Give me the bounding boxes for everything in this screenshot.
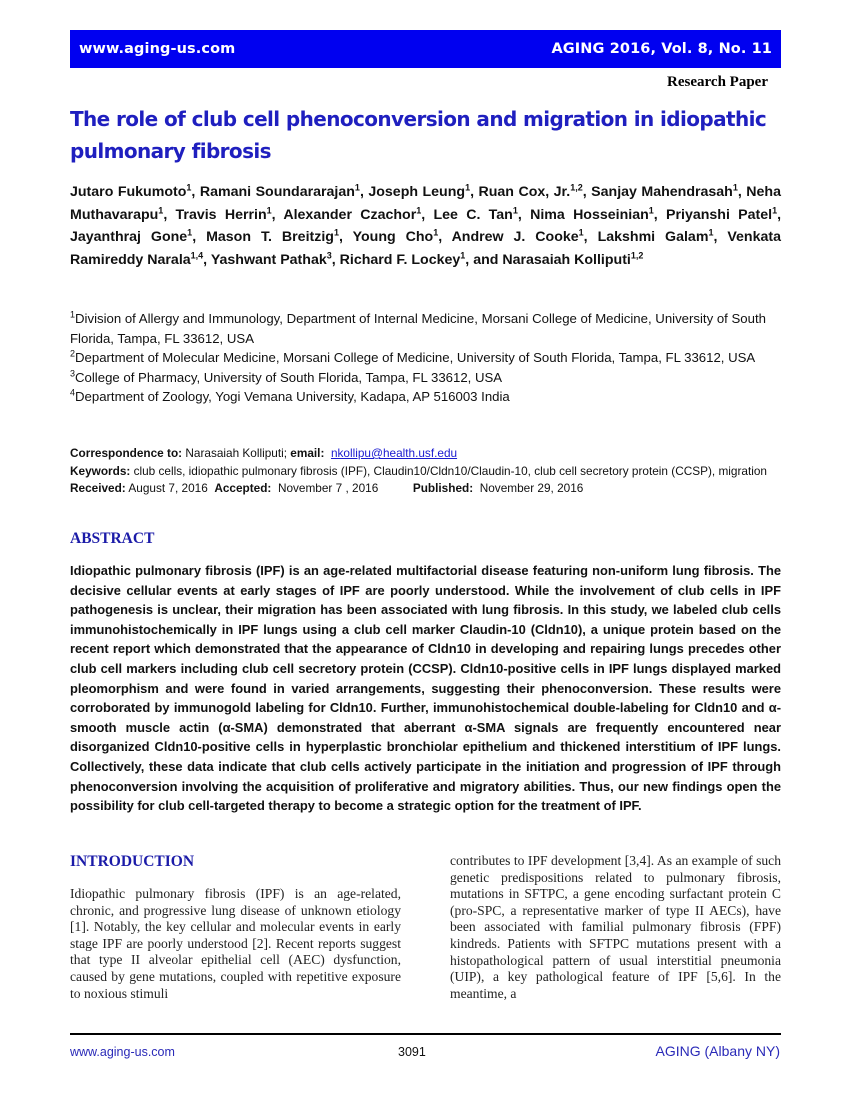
affiliation-marker: 3 [326, 250, 332, 261]
published-date: November 29, 2016 [479, 481, 584, 495]
author-name: Richard F. Lockey$^1$ [339, 250, 466, 268]
banner-site-url[interactable]: www.aging-us.com [79, 41, 236, 57]
paper-title: The role of club cell phenoconversion and migration in idiopathic pulmonary fibrosis [70, 107, 767, 163]
affiliation-marker: 1 [354, 182, 360, 193]
affiliation-marker: 1 [333, 227, 339, 238]
affiliation-marker: 1,4 [190, 250, 204, 261]
received-date: August 7, 2016 [128, 481, 208, 495]
abstract-heading: ABSTRACT [70, 530, 155, 547]
author-name: Young Cho$^1$ [352, 227, 439, 246]
affiliation-marker: 1 [433, 227, 439, 238]
keywords-label: Keywords: [70, 463, 131, 478]
correspondence-line [70, 445, 781, 463]
author-name: Venkata Ramireddy Narala$^{1,4}$ [70, 229, 781, 268]
correspondence-label: Correspondence to: [70, 446, 183, 460]
page-number: 3091 [398, 1045, 426, 1059]
author-name: Mason T. Breitzig$^1$ [206, 227, 339, 246]
footer-site-url[interactable]: www.aging-us.com [70, 1045, 175, 1059]
affiliation-marker: 1,2 [630, 250, 644, 261]
email-link[interactable]: nkollipu@health.usf.edu [330, 446, 458, 460]
affiliation-marker: 1 [578, 227, 584, 238]
author-name: Jutaro Fukumoto$^1$ [70, 182, 192, 200]
author-name: Narasaiah Kolliputi$^{1,2}$ [502, 250, 644, 268]
affiliation-marker: 1 [158, 204, 164, 215]
affiliation-marker: 1 [465, 182, 471, 193]
journal-banner [70, 30, 781, 68]
correspondence-name: Narasaiah Kolliputi; [185, 446, 288, 460]
affiliation-marker: 1 [460, 250, 466, 261]
author-name: Lee C. Tan$^1$ [433, 204, 518, 223]
accepted-label: Accepted: [214, 481, 272, 495]
article-meta [70, 445, 781, 498]
author-name: Priyanshi Patel$^1$ [666, 204, 778, 223]
affiliation-item: $^4$Department of Zoology, Yogi Vemana University, Kadapa, AP 516003 India [70, 387, 510, 405]
intro-left-column: Idiopathic pulmonary fibrosis (IPF) is an age-related, chronic, and progressive lung disease of unknown etiology [1]. Notably, the key cellular and molecular events in early stage IPF are poorly understood [2]. Recent reports suggest that type II alveolar epithelial cell (AEC) dysfunction, caused by gene mutations, coupled with repetitive exposure to noxious stimuli [70, 886, 401, 1001]
affiliation-marker: 1 [708, 227, 714, 238]
affiliations [70, 309, 784, 407]
affiliation-number: 4 [70, 387, 76, 398]
affiliation-item: $^3$College of Pharmacy, University of South Florida, Tampa, FL 33612, USA [70, 368, 503, 385]
keywords-line [70, 463, 781, 481]
affiliation-marker: 1 [648, 204, 654, 215]
author-name: Ramani Soundararajan$^1$ [199, 182, 360, 200]
dates-line [70, 480, 781, 498]
affiliation-item: $^2$Department of Molecular Medicine, Morsani College of Medicine, University of South Florida, Tampa, FL 33612, USA [70, 348, 756, 366]
affiliation-marker: 1 [512, 204, 518, 215]
affiliation-item: $^1$Division of Allergy and Immunology, Department of Internal Medicine, Morsani College of Medicine, University of South Florida, Tampa, FL 33612, USA [70, 309, 766, 346]
keywords-text: club cells, idiopathic pulmonary fibrosis (IPF), Claudin10/Cldn10/Claudin-10, club cell secretory protein (CCSP), migration [133, 463, 767, 478]
author-name: Alexander Czachor$^1$ [283, 204, 422, 223]
affiliation-marker: 1 [186, 182, 192, 193]
author-name: Andrew J. Cooke$^1$ [451, 227, 584, 246]
affiliation-marker: 1 [732, 182, 738, 193]
footer-divider [70, 1033, 781, 1035]
author-name: Nima Hosseinian$^1$ [530, 204, 654, 223]
author-name: Neha Muthavarapu$^1$ [70, 184, 781, 223]
affiliation-marker: 1,2 [570, 182, 583, 193]
affiliation-marker: 1 [266, 204, 272, 215]
author-name: Ruan Cox, Jr.$^{1,2}$ [478, 182, 583, 200]
affiliation-number: 1 [70, 309, 76, 320]
introduction-heading: INTRODUCTION [70, 853, 195, 870]
abstract-body: Idiopathic pulmonary fibrosis (IPF) is an age-related multifactorial disease featuring non-uniform lung fibrosis. The decisive cellular events at early stages of IPF are poorly understood. While the involvement of club cells in IPF pathogenesis is unclear, their migration has been associated with lung fibrosis. In this study, we labeled club cells immunohistochemically in IPF lungs using a club cell marker Claudin-10 (Cldn10), a unique protein based on the recent report which demonstrated that the appearance of Cldn10 in developing and repairing lungs precedes other club cell markers including club cell secretory protein (CCSP). Cldn10-positive cells in IPF lungs displayed marked pleomorphism and were found in varied arrangements, suggesting their phenoconversion. These results were corroborated by immunogold labeling for Cldn10. Further, immunohistochemical double-labeling for Cldn10 and α-smooth muscle actin (α-SMA) demonstrated that aberrant α-SMA signals are frequently encountered near disorganized Cldn10-positive cells in hyperplastic bronchiolar epithelium and thickened interstitium of IPF lungs. Collectively, these data indicate that club cells actively participate in the initiation and progression of IPF through phenoconversion involving the acquisition of proliferative and migratory abilities. Thus, our new findings open the possibility for club cell-targeted therapy to become a strategic option for the treatment of IPF. [70, 563, 781, 814]
received-label: Received: [70, 481, 126, 495]
paper-type-label: Research Paper [667, 74, 768, 90]
affiliation-marker: 1 [416, 204, 422, 215]
banner-issue: AGING 2016, Vol. 8, No. 11 [551, 41, 772, 57]
affiliation-number: 3 [70, 368, 76, 379]
author-name: Travis Herrin$^1$ [175, 204, 272, 223]
accepted-date: November 7 , 2016 [277, 481, 379, 495]
author-name: Yashwant Pathak$^3$ [210, 250, 332, 268]
email-label: email: [290, 446, 325, 460]
footer-journal: AGING (Albany NY) [655, 1043, 780, 1059]
affiliation-marker: 1 [772, 204, 778, 215]
author-name: Jayanthraj Gone$^1$ [70, 227, 193, 246]
author-name: Sanjay Mahendrasah$^1$ [591, 182, 738, 200]
affiliation-number: 2 [70, 348, 76, 359]
affiliation-marker: 1 [187, 227, 193, 238]
author-list: Jutaro Fukumoto$^1$, Ramani Soundararajan$^1$, Joseph Leung$^1$, Ruan Cox, Jr.$^{1,2}$, Sanjay Mahendrasah$^1$, Neha Muthavarapu$^1$, Travis Herrin$^1$, Alexander Czachor$^1$, Lee C. Tan$^1$, Nima Hosseinian$^1$, Priyanshi Patel$^1$, Jayanthraj Gone$^1$, Mason T. Breitzig$^1$, Young Cho$^1$, Andrew J. Cooke$^1$, Lakshmi Galam$^1$, Venkata Ramireddy Narala$^{1,4}$, Yashwant Pathak$^3$, Richard F. Lockey$^1$, and Narasaiah Kolliputi$^{1,2}$ [70, 182, 782, 268]
author-name: Lakshmi Galam$^1$ [597, 227, 714, 246]
intro-right-column: contributes to IPF development [3,4]. As an example of such genetic predispositions related to pulmonary fibrosis, mutations in SFTPC, a gene encoding surfactant protein C (pro-SPC, a representative marker of type II AECs), have been associated with familial pulmonary fibrosis (FPF) kindreds. Patients with SFTPC mutations present with a histopathological pattern of usual interstitial pneumonia (UIP), a key pathological feature of IPF [5,6]. In the meantime, a [450, 853, 781, 1001]
published-label: Published: [412, 481, 474, 495]
author-name: Joseph Leung$^1$ [368, 182, 471, 200]
